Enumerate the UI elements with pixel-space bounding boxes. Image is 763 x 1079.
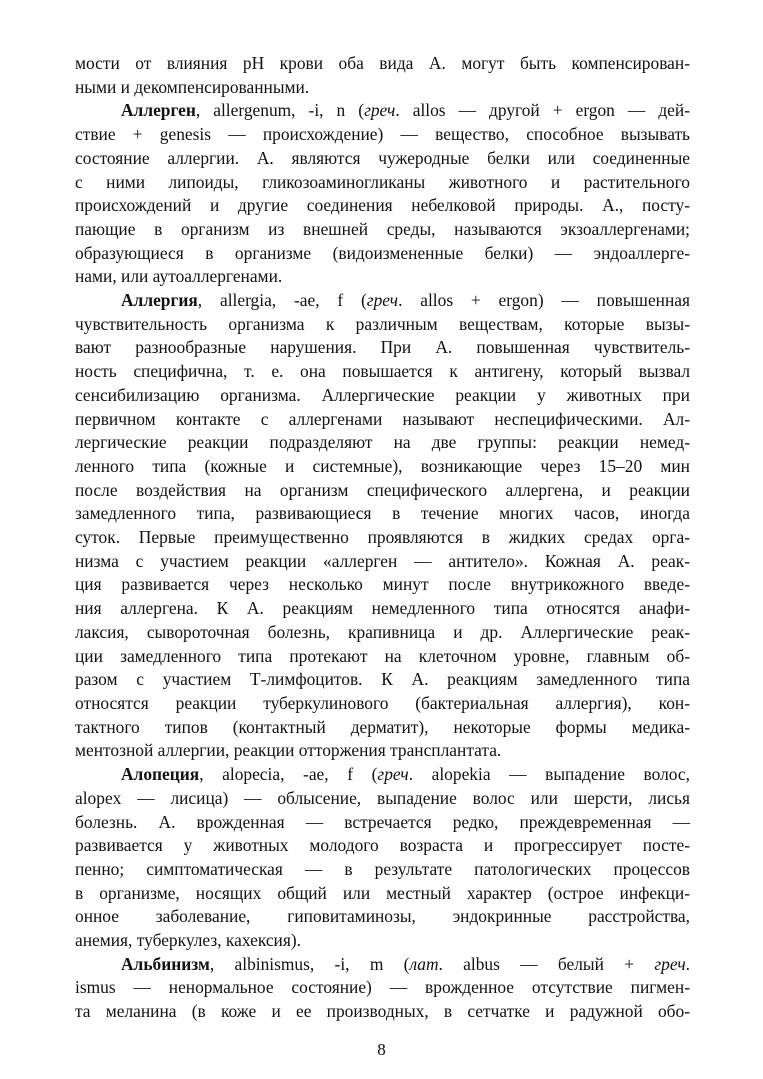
text-line: первичном контакте с аллергенами называют неспецифическими. Ал- (75, 408, 690, 429)
text-line: ными и декомпенсированными. (75, 76, 310, 97)
entry-term: Алопеция (121, 764, 200, 785)
text-line: развивается у животных молодого возраста и прогрессирует посте- (75, 835, 690, 856)
text-fragment: , alopecia, -ae, f ( (199, 764, 378, 785)
text-line: онное заболевание, гиповитаминозы, эндокринные расстройства, (75, 906, 690, 927)
page-number: 8 (377, 1040, 386, 1059)
text-line: ния аллергена. К А. реакциям немедленного типа относятся анафи- (75, 598, 690, 619)
text-line: чувствительность организма к различным веществам, которые вызы- (75, 313, 690, 334)
text-line: болезнь. А. врожденная — встречается редко, преждевременная — (75, 811, 690, 832)
text-line: происхождений и другие соединения небелковой природы. А., посту- (75, 195, 690, 216)
text-line: после воздействия на организм специфического аллергена, и реакции (75, 479, 690, 500)
text-fragment: . (685, 953, 690, 974)
text-line: та меланина (в коже и ее производных, в сетчатке и радужной обо- (75, 1001, 690, 1022)
text-line: сенсибилизацию организма. Аллергические реакции у животных при (75, 384, 690, 405)
text-line: ismus — ненормальное состояние) — врожденное отсутствие пигмен- (75, 977, 690, 998)
text-line: разом с участием Т-лимфоцитов. К А. реакциям замедленного типа (75, 669, 690, 690)
article-text (75, 52, 690, 1024)
entry-term: Аллергия (121, 290, 198, 311)
text-line: относятся реакции туберкулинового (бактериальная аллергия), кон- (75, 692, 690, 713)
language-abbrev: греч (364, 100, 396, 121)
text-fragment: , albinismus, -i, m ( (209, 953, 410, 974)
language-abbrev: греч (654, 953, 686, 974)
text-line: ность специфична, т. е. она повышается к антигену, который вызвал (75, 361, 690, 382)
text-line: суток. Первые преимущественно проявляются в жидких средах орга- (75, 527, 690, 548)
entry-term: Альбинизм (121, 953, 210, 974)
entry-allergen-headline (75, 99, 690, 123)
text-fragment: . allos — другой + ergon — дей- (395, 100, 690, 121)
text-fragment: . alopekia — выпадение волос, (408, 764, 690, 785)
language-abbrev: греч (377, 764, 409, 785)
text-line: образующиеся в организме (видоизмененные белки) — эндоаллерге- (75, 242, 690, 263)
text-line: пенно; симптоматическая — в результате патологических процессов (75, 858, 690, 879)
text-line: alopex — лисица) — облысение, выпадение волос или шерсти, лисья (75, 787, 690, 808)
text-line: лергические реакции подразделяют на две группы: реакции немед- (75, 432, 690, 453)
text-line: ция развивается через несколько минут после внутрикожного введе- (75, 574, 690, 595)
text-line: замедленного типа, развивающиеся в течение многих часов, иногда (75, 503, 690, 524)
language-abbrev: греч (366, 290, 399, 311)
text-line: состояние аллергии. А. являются чужеродные белки или соединенные (75, 147, 690, 168)
text-line: с ними липоиды, гликозоаминогликаны животного и растительного (75, 171, 690, 192)
text-line: ленного типа (кожные и системные), возникающие через 15–20 мин (75, 455, 690, 476)
language-abbrev: лат (409, 953, 439, 974)
text-line: мости от влияния pH крови оба вида А. могут быть компенсирован- (75, 53, 690, 73)
text-line: тактного типов (контактный дерматит), некоторые формы медика- (75, 716, 690, 737)
text-line: ции замедленного типа протекают на клеточном уровне, главным об- (75, 645, 690, 666)
text-line: в организме, носящих общий или местный характер (острое инфекци- (75, 882, 690, 903)
text-fragment: . allos + ergon) — повышенная (398, 290, 690, 311)
text-line: лаксия, сывороточная болезнь, крапивница и др. Аллергические реак- (75, 621, 690, 642)
text-line: низма с участием реакции «аллерген — антитело». Кожная А. реак- (75, 550, 690, 571)
entry-allergy-headline (75, 289, 690, 313)
entry-albinism-headline (75, 953, 690, 977)
text-line: ментозной аллергии, реакции отторжения трансплантата. (75, 740, 502, 761)
entry-term: Аллерген (121, 100, 196, 121)
text-fragment: , allergenum, -i, n ( (195, 100, 365, 121)
text-line: ствие + genesis — происхождение) — вещество, способное вызывать (75, 124, 690, 145)
text-line: нами, или аутоаллергенами. (75, 266, 283, 287)
text-line: вают разнообразные нарушения. При А. повышенная чувствитель- (75, 337, 690, 358)
text-fragment: . albus — белый + (438, 953, 655, 974)
entry-alopecia-headline (75, 763, 690, 787)
text-fragment: , allergia, -ae, f ( (197, 290, 367, 311)
text-line: анемия, туберкулез, кахексия). (75, 930, 301, 951)
text-line: пающие в организм из внешней среды, называются экзоаллергенами; (75, 218, 690, 239)
